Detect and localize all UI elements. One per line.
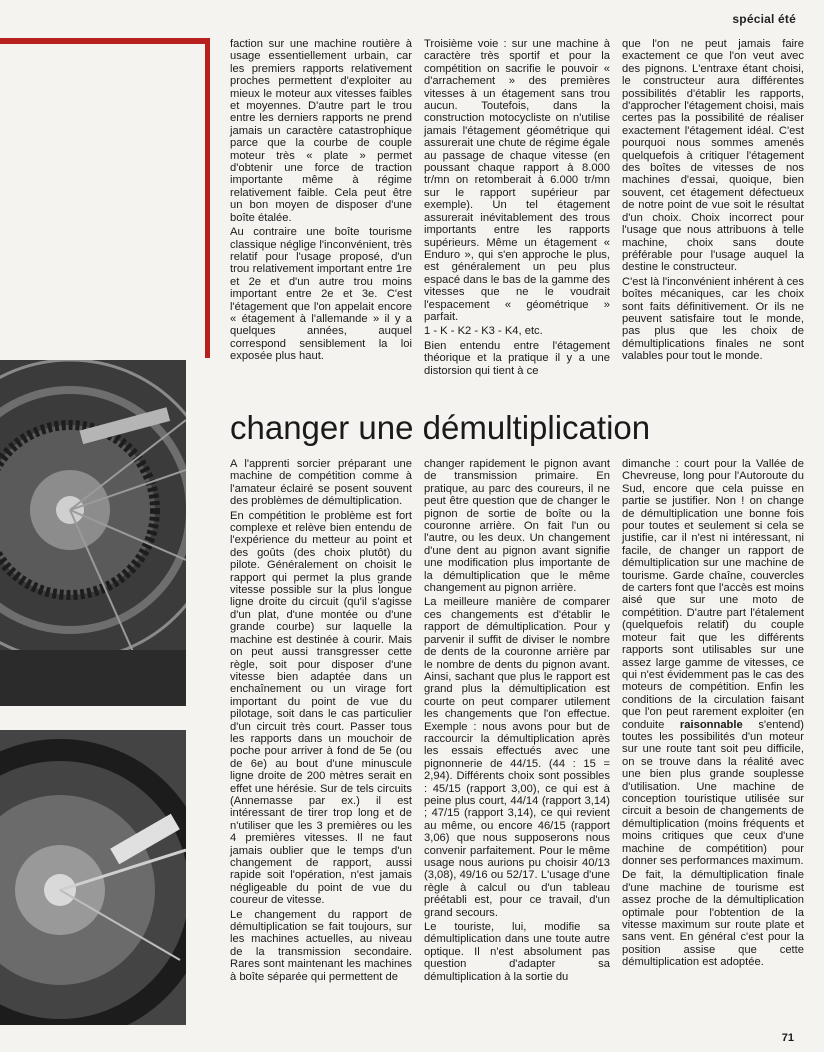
paragraph: C'est là l'inconvénient inhérent à ces boîtes mécaniques, car les choix sont faits définitivement. Or ils ne peuvent satisfaire tout le monde, pas plus que les choix de démultiplications finales ne sont valables pour tout le monde. [622, 275, 804, 363]
paragraph: De fait, la démultiplication finale d'une machine de tourisme est assez proche de la démultiplication optimale pour l'obtention de la vitesse maximum sur route plate et sans vent. En général c'est pour la position assise que cette démultiplication est adoptée. [622, 869, 804, 969]
photo-rear-wheel-sprocket [0, 360, 186, 706]
accent-bar-vertical [205, 38, 210, 358]
accent-bar [0, 38, 210, 44]
photo-rear-hub-detail [0, 730, 186, 1025]
paragraph: La meilleure manière de comparer ces changements est d'établir le rapport de démultiplication. Pour y parvenir il suffit de diviser le nombre de dents de la couronne arrière par le nombre de dents du pignon avant. Ainsi, sachant que plus le rapport est grand plus la démultiplication est courte on peut comparer utilement les changements que l'on effectue. Exemple : nous avons pour but de raccourcir la démultiplication après les essais effectués avec une pignonnerie de 44/15. (44 : 15 = 2,94). Différents choix sont possibles : 45/15 (rapport 3,00), ce qui est à peine plus court, 44/14 (rapport 3,14) ; 47/15 (rapport 3,14), ce qui revient au même, ou encore 46/15 (rapport 3,06) que nous supposerons nous convenir parfaitement. Pour le même usage nous aurions pu choisir 40/13 (3,08), 49/16 ou 52/17. L'usage d'une règle à calcul ou d'un tableau préétabli est, pour ce travail, d'un grand secours. [424, 596, 610, 919]
page-number: 71 [781, 1032, 794, 1044]
section-header: spécial été [732, 12, 796, 26]
paragraph: Bien entendu entre l'étagement théorique et la pratique il y a une distorsion qui tient à ce [424, 339, 610, 377]
emphasis-text: raisonnable [679, 718, 743, 731]
text-column-bottom-2 [424, 458, 610, 985]
formula-line: 1 - K - K2 - K3 - K4, etc. [424, 325, 543, 338]
text-run: dimanche : court pour la Vallée de Chevreuse, long pour l'Autoroute du Sud, encore que cela puisse en partie se justifier. Non ! on change de démultiplication une bonne fois pour toutes et seulement si cela se justifie, car il n'est ni intéressant, ni facile, de changer un rapport de démultiplication sur une machine de tourisme. Garde chaîne, couvercles de carters font que l'accès est moins aisé que sur une moto de compétition. D'autre part l'étalement (quelquefois relatif) du couple moteur fait que les différents rapports sont utilisables sur une assez large gamme de vitesses, ce qui n'est évidemment pas le cas des moteurs de compétition. Enfin les conditions de la circulation faisant que l'on peut rarement exploiter (en conduite [622, 458, 804, 731]
text-column-bottom-3 [622, 458, 804, 971]
sprocket-illustration [0, 360, 186, 706]
article-title: changer une démultiplication [230, 409, 651, 446]
paragraph: changer rapidement le pignon avant de transmission primaire. En pratique, au parc des coureurs, il ne peut être question que de changer le pignon de sortie de boîte ou la couronne arrière. On fait l'un ou l'autre, ou les deux. Un changement d'une dent au pignon avant signifie une modification plus importante de la démultiplication que le même changement au pignon arrière. [424, 458, 610, 595]
text-column-top-1 [230, 38, 412, 365]
paragraph: A l'apprenti sorcier préparant une machine de compétition comme à l'amateur éclairé se posent souvent des problèmes de démultiplication. [230, 458, 412, 508]
text-column-bottom-1 [230, 458, 412, 985]
text-column-top-2 [424, 38, 610, 379]
paragraph [622, 458, 804, 867]
paragraph: Le changement du rapport de démultiplication se fait toujours, sur les machines actuelles, au niveau de la transmission secondaire. Rares sont maintenant les machines à boîte séparée qui permettent de [230, 908, 412, 983]
text-run: s'entend) toutes les possibilités d'un moteur sur une route tant soit peu difficile, on se trouve dans la réalité avec une bien plus grande souplesse d'utilisation. Une machine de conception touristique utilisée sur circuit a besoin de changements de démultiplication (moins fréquents et moins critiques que ceux d'une machine de compétition) pour donner ses performances maximum. [622, 718, 805, 867]
paragraph: Le touriste, lui, modifie sa démultiplication dans une toute autre optique. Il n'est absolument pas question d'adapter sa démultiplication à la sortie du [424, 921, 610, 983]
paragraph: En compétition le problème est fort complexe et relève bien entendu de l'expérience du metteur au point et des goûts (des choix plutôt) du pilote. Généralement on choisit le rapport qui permet la plus grande vitesse possible sur la plus longue ligne droite du circuit (qu'il s'agisse d'un plat, d'une montée ou d'une grande courbe) sur laquelle la machine est destinée à courir. Mais on peut aussi transgresser cette règle, soit pour disposer d'une vitesse bien adaptée dans un enchaînement ou un virage fort important du point de vue du pilotage, soit dans le cas particulier d'un circuit très court. Passer tous les rapports dans un mouchoir de poche pour arriver à fond de 5e (ou de 6e) au bout d'une minuscule ligne droite de 200 mètres serait en effet une hérésie. Sur de tels circuits (Annemasse par ex.) il est intéressant de tirer trop long et de n'utiliser que les 3 premières ou les 4 premières vitesses. Il ne faut jamais oublier que le temps d'un changement de rapport, aussi rapide soit l'opération, n'est jamais négligeable du point de vue du coureur de vitesse. [230, 509, 412, 907]
paragraph: Au contraire une boîte tourisme classique néglige l'inconvénient, très relatif pour l'usage proposé, d'un trou relativement important entre 1re et 2e et d'un autre trou moins important entre 2e et 3e. C'est l'étagement que l'on appelait encore « étagement à l'allemande » il y a quelques années, auquel correspond sensiblement la loi exposée plus haut. [230, 226, 412, 363]
hub-illustration [0, 730, 186, 1025]
paragraph: que l'on ne peut jamais faire exactement ce que l'on veut avec des pignons. L'entraxe étant choisi, le constructeur aura différentes possibilités d'établir les rapports, d'approcher l'étagement choisi, mais certes pas la possibilité de réaliser exactement l'étagement idéal. C'est pourquoi nous sommes amenés quelquefois à critiquer l'étagement des boîtes de vitesses de nos machines d'essai, quoique, bien souvent, cet étagement défectueux de notre point de vue soit le résultat d'un choix. Choix incorrect pour l'usage que nous attribuons à telle machine, choix sans doute préférable pour l'usage auquel la destine le constructeur. [622, 38, 804, 274]
paragraph: faction sur une machine routière à usage essentiellement urbain, car les premiers rapports relativement proches permettent d'exploiter au mieux le moteur aux vitesses faibles et moyennes. D'autre part le trou entre les derniers rapports ne prend jamais un caractère catastrophique parce que la courbe de couple moteur très « plate » permet d'obtenir une force de traction importante même à régime relativement faible. Cela peut être un bon moyen de disposer d'une boîte étalée. [230, 38, 412, 224]
text-column-top-3 [622, 38, 804, 365]
paragraph: Troisième voie : sur une machine à caractère très sportif et pour la compétition on sacrifie le pouvoir « d'arrachement » des premières vitesses à un étagement sans trou aucun. Toutefois, dans la construction motocycliste on n'utilise jamais l'étagement géométrique qui assurerait une chute de régime égale au passage de chaque vitesse (en poussant chaque rapport à 8.000 tr/mn on retomberait à 6.000 tr/mn sur le rapport supérieur par exemple). Un tel étagement assurerait inévitablement des trous importants entre les rapports supérieurs. Même un étagement « Enduro », qui s'en approche le plus, est généralement un peu plus espacé dans le bas de la gamme des vitesses que ne le voudrait l'espacement « géométrique » parfait. [424, 38, 610, 323]
